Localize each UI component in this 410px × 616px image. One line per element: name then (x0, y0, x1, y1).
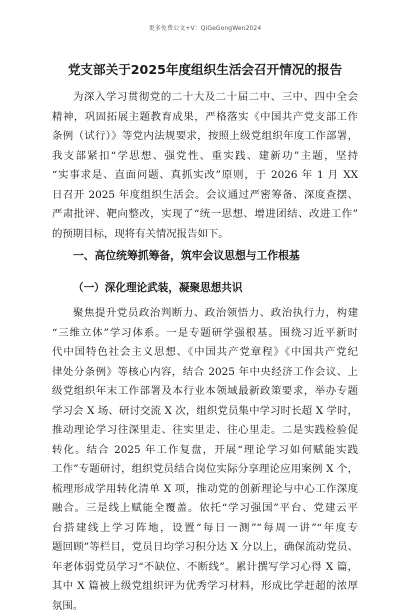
watermark-text: 更多免费公文+V：QiGeGongWen2024 (0, 23, 410, 32)
body-line: 转化。结合 2025 年工作复盘，开展“理论学习如何赋能实践 (52, 441, 358, 461)
intro-line: 我支部紧扣“学思想、强党性、重实践、建新功”主题，坚持 (52, 147, 358, 167)
body-line: 律处分条例》等核心内容，结合 2025 年中央经济工作会议、上 (52, 363, 358, 383)
body-paragraph (52, 304, 358, 616)
intro-paragraph (52, 88, 358, 244)
body-line: 推动理论学习往深里走、往实里走、往心里走。二是实践检验促 (52, 421, 358, 441)
body-line: 台搭建线上学习阵地，设置“每日一测”“每周一讲”“年度专 (52, 519, 358, 539)
intro-line: 条例（试行）》等党内法规要求，按照上级党组织年度工作部署， (52, 127, 358, 147)
body-line: 融合。三是线上赋能全覆盖。依托“学习强国”平台、党建云平 (52, 499, 358, 519)
body-line: 题回顾”等栏目，党员日均学习积分达 X 分以上，确保流动党员、 (52, 538, 358, 558)
intro-line: 精神，巩固拓展主题教育成果，严格落实《中国共产党支部工作 (52, 108, 358, 128)
body-line: 级党组织年末工作部署及本行业本领域最新政策要求，举办专题 (52, 382, 358, 402)
body-line: 聚焦提升党员政治判断力、政治领悟力、政治执行力，构建 (52, 304, 358, 324)
body-line: 其中 X 篇被上级党组织评为优秀学习材料，形成比学赶超的浓厚 (52, 577, 358, 597)
intro-line: 为深入学习贯彻党的二十大及二十届二中、三中、四中全会 (52, 88, 358, 108)
intro-line: 严肃批评、靶向整改，实现了“统一思想、增进团结、改进工作” (52, 205, 358, 225)
body-line: 年老体弱党员学习“不缺位、不断线”。累计撰写学习心得 X 篇， (52, 558, 358, 578)
subsection-heading: （一）深化理论武装，凝聚思想共识 (73, 280, 358, 296)
body-line: 梳理形成学用转化清单 X 项，推动党的创新理论与中心工作深度 (52, 480, 358, 500)
body-line: 氛围。 (52, 597, 358, 616)
intro-line: 的预期目标，现将有关情况报告如下。 (52, 225, 358, 245)
section-heading: 一、高位统筹抓筹备，筑牢会议思想与工作根基 (73, 248, 358, 264)
body-line: 代中国特色社会主义思想、《中国共产党章程》《中国共产党纪 (52, 343, 358, 363)
body-line: 工作”专题研讨，组织党员结合岗位实际分享理论应用案例 X 个， (52, 460, 358, 480)
document-title: 党支部关于2025年度组织生活会召开情况的报告 (52, 62, 358, 78)
body-line: 学习会 X 场、研讨交流 X 次，组织党员集中学习时长超 X 学时， (52, 402, 358, 422)
intro-line: “实事求是、直面问题、真抓实改”原则，于 2026 年 1 月 XX (52, 166, 358, 186)
body-line: “三维立体”学习体系。一是专题研学强根基。围绕习近平新时 (52, 324, 358, 344)
intro-line: 日召开 2025 年度组织生活会。会议通过严密筹备、深度查摆、 (52, 186, 358, 206)
